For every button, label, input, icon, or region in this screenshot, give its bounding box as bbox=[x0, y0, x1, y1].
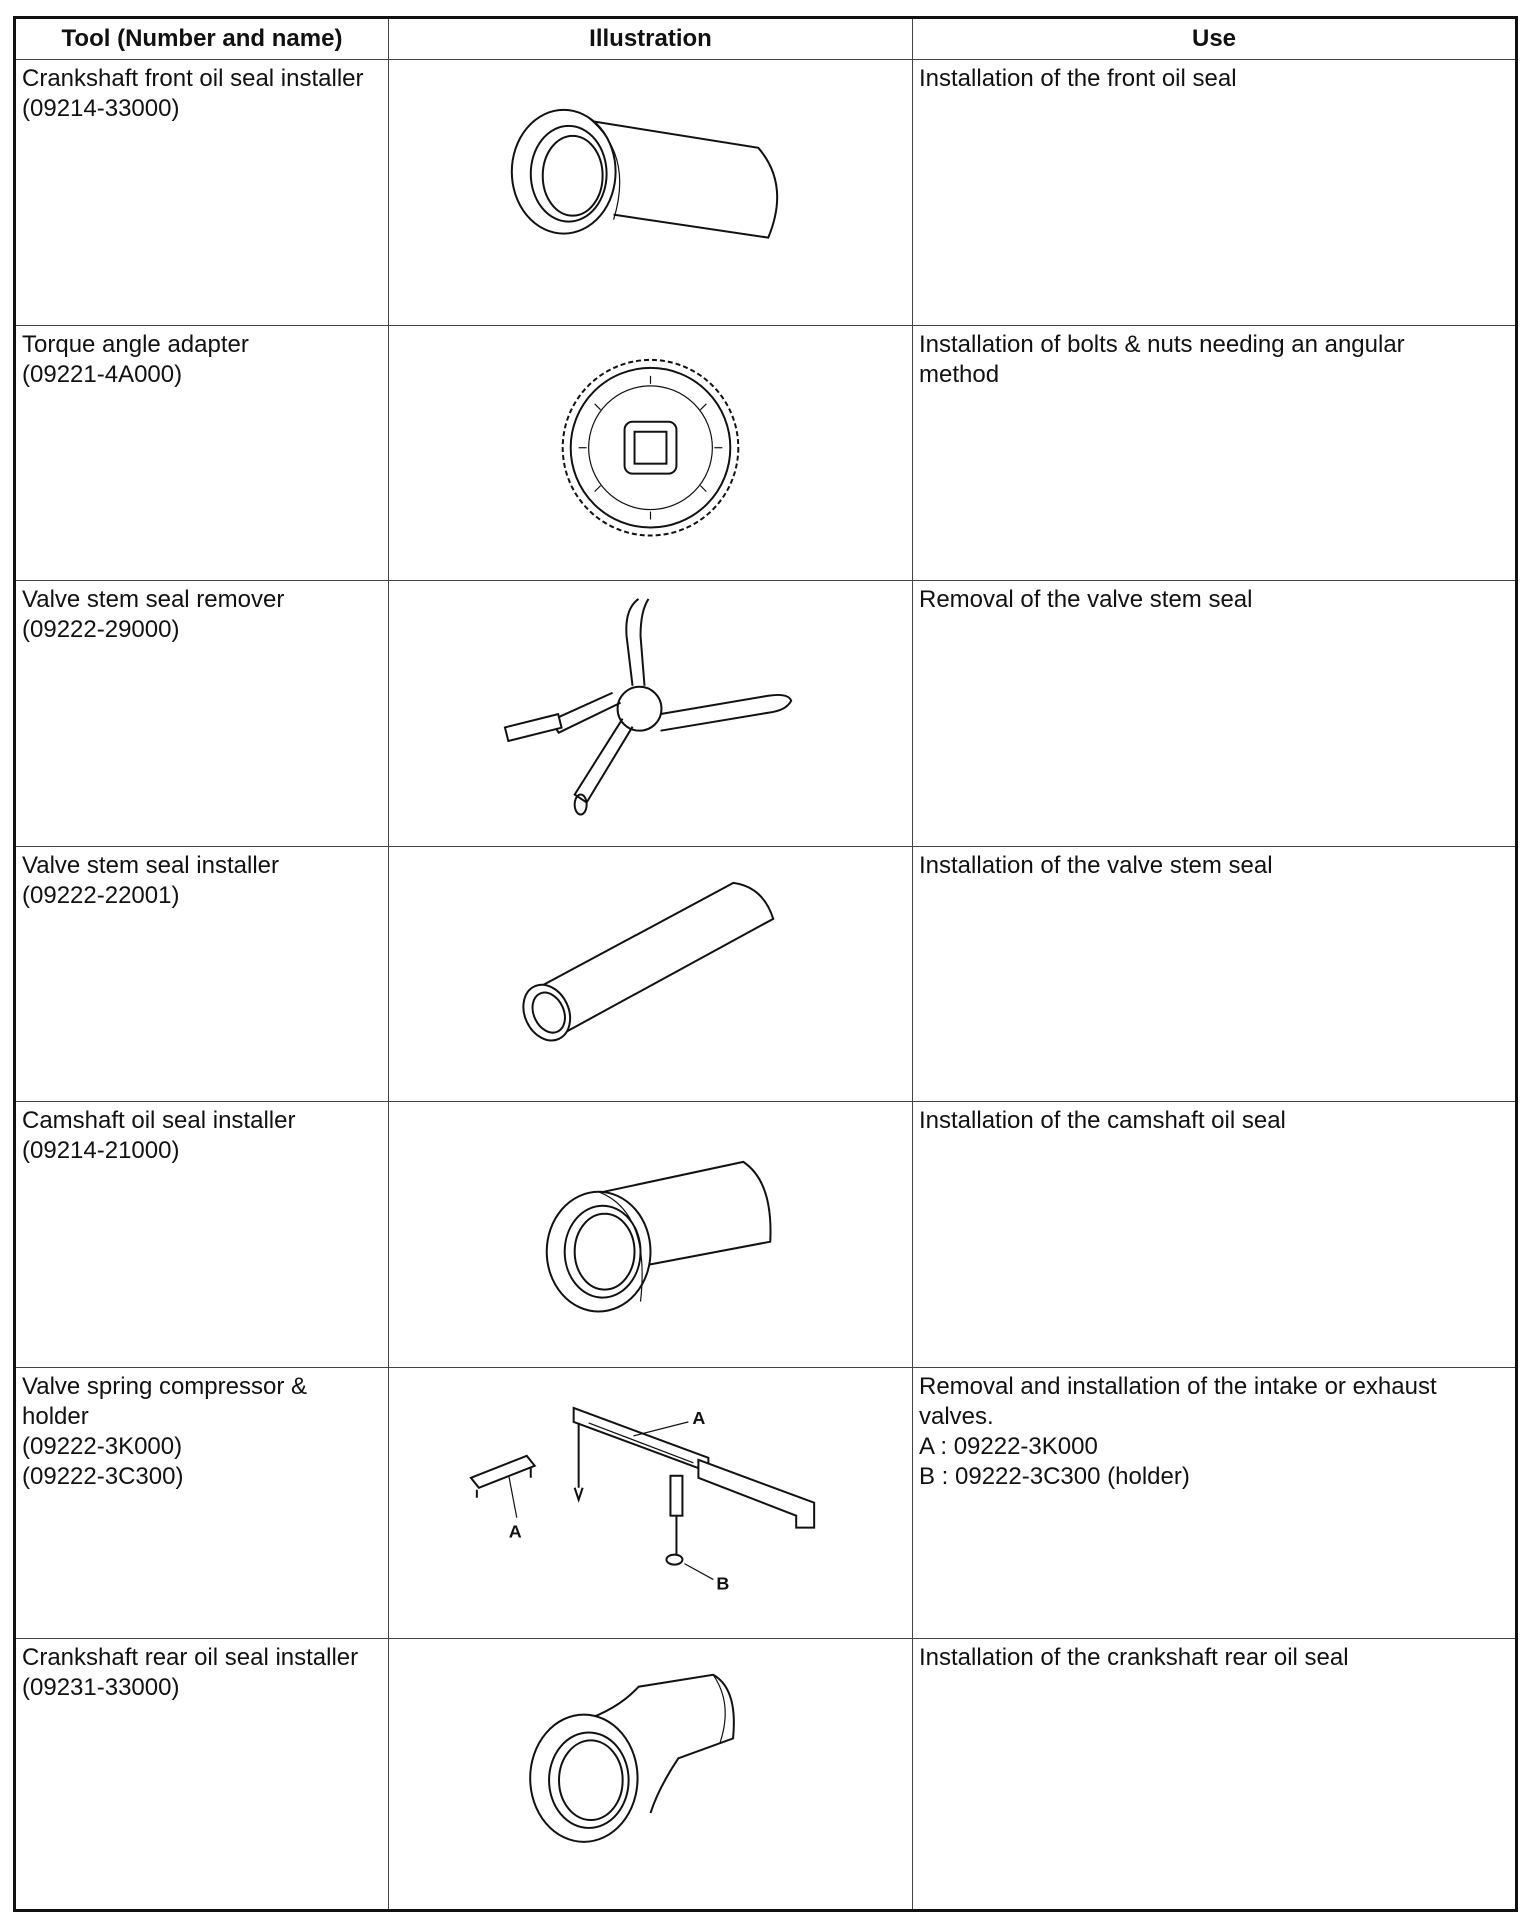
header-illustration: Illustration bbox=[389, 18, 913, 60]
use-text: Removal of the valve stem seal bbox=[919, 585, 1253, 613]
table-row bbox=[15, 60, 1517, 326]
rear-oil-seal-installer-icon bbox=[389, 1639, 912, 1909]
tool-name: Valve stem seal remover bbox=[22, 585, 285, 613]
illustration-cell bbox=[389, 1101, 913, 1367]
tool-number: (09231-33000) bbox=[22, 1673, 180, 1701]
use-text: method bbox=[919, 361, 1000, 389]
tool-number: (09222-29000) bbox=[22, 615, 180, 643]
tool-number: (09222-3K000) bbox=[22, 1433, 183, 1461]
use-text: B : 09222-3C300 (holder) bbox=[919, 1463, 1190, 1491]
use-cell bbox=[913, 60, 1517, 326]
table-row bbox=[15, 1368, 1517, 1638]
tool-cell bbox=[15, 1101, 389, 1367]
use-text: Installation of the camshaft oil seal bbox=[919, 1106, 1286, 1134]
use-cell bbox=[913, 580, 1517, 846]
illustration-cell bbox=[389, 580, 913, 846]
table-row bbox=[15, 1638, 1517, 1910]
tool-cell bbox=[15, 1368, 389, 1638]
callout-a-top: A bbox=[692, 1407, 706, 1428]
tool-number: (09222-22001) bbox=[22, 882, 180, 910]
tool-name: Crankshaft front oil seal installer bbox=[22, 65, 364, 92]
use-text: Installation of the valve stem seal bbox=[919, 852, 1273, 880]
tool-cell bbox=[15, 847, 389, 1101]
use-text: valves. bbox=[919, 1403, 994, 1431]
camshaft-oil-seal-installer-icon bbox=[389, 1102, 912, 1367]
use-text: Installation of the crankshaft rear oil seal bbox=[919, 1643, 1349, 1671]
valve-stem-seal-installer-icon bbox=[389, 847, 912, 1100]
use-text: Installation of bolts & nuts needing an angular bbox=[919, 331, 1405, 359]
use-cell bbox=[913, 326, 1517, 580]
use-text: A : 09222-3K000 bbox=[919, 1433, 1098, 1461]
tool-name: Valve spring compressor & bbox=[22, 1373, 307, 1401]
callout-a-bottom: A bbox=[508, 1521, 522, 1542]
illustration-cell bbox=[389, 326, 913, 580]
tool-number: (09221-4A000) bbox=[22, 361, 183, 389]
table-row bbox=[15, 580, 1517, 846]
torque-angle-adapter-icon bbox=[389, 326, 912, 579]
tool-number: (09214-33000) bbox=[22, 95, 180, 122]
valve-spring-compressor-icon bbox=[389, 1368, 912, 1637]
header-row bbox=[15, 18, 1517, 60]
tool-cell bbox=[15, 1638, 389, 1910]
tool-name: Camshaft oil seal installer bbox=[22, 1106, 296, 1134]
illustration-cell bbox=[389, 1638, 913, 1910]
tool-number: (09222-3C300) bbox=[22, 1463, 184, 1491]
header-use: Use bbox=[913, 18, 1517, 60]
table-row bbox=[15, 326, 1517, 580]
tool-name: Valve stem seal installer bbox=[22, 852, 279, 880]
illustration-cell bbox=[389, 1368, 913, 1638]
tool-number: (09214-21000) bbox=[22, 1136, 180, 1164]
use-text: Removal and installation of the intake or exhaust bbox=[919, 1373, 1437, 1401]
use-cell bbox=[913, 1638, 1517, 1910]
tool-name-cont: holder bbox=[22, 1403, 89, 1431]
use-cell bbox=[913, 1368, 1517, 1638]
use-text: Installation of the front oil seal bbox=[919, 65, 1237, 92]
use-cell bbox=[913, 847, 1517, 1101]
special-tools-table bbox=[13, 16, 1518, 1912]
use-cell bbox=[913, 1101, 1517, 1367]
tool-name: Torque angle adapter bbox=[22, 331, 249, 359]
tool-name: Crankshaft rear oil seal installer bbox=[22, 1643, 359, 1671]
illustration-cell bbox=[389, 60, 913, 326]
valve-stem-seal-remover-icon bbox=[389, 581, 912, 846]
tool-cell bbox=[15, 326, 389, 580]
front-oil-seal-installer-icon bbox=[389, 60, 912, 325]
tool-cell bbox=[15, 580, 389, 846]
table-row bbox=[15, 847, 1517, 1101]
illustration-cell bbox=[389, 847, 913, 1101]
callout-b: B bbox=[716, 1573, 730, 1594]
tool-cell bbox=[15, 60, 389, 326]
header-tool: Tool (Number and name) bbox=[15, 18, 389, 60]
table-row bbox=[15, 1101, 1517, 1367]
